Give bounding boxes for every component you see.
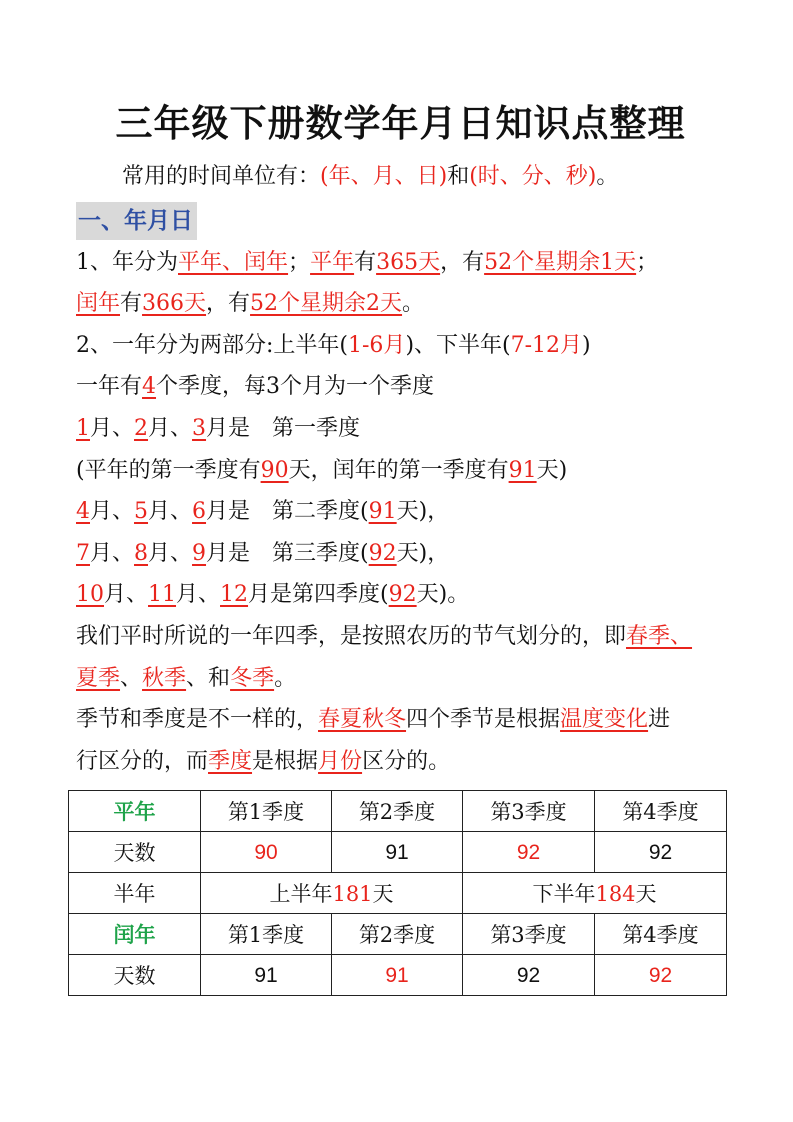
quarter-header: 第3季度 (463, 914, 595, 955)
leap-year-header: 闰年 (69, 914, 201, 955)
table-row (69, 873, 727, 914)
quarter-header: 第4季度 (595, 914, 727, 955)
quarter-2-line: 4月、5月、6月是 第二季度(91天)， (76, 499, 450, 525)
days-cell: 92 (463, 955, 595, 996)
quarter-header: 第1季度 (201, 791, 332, 832)
days-cell: 92 (595, 955, 727, 996)
quarter-4-line: 10月、11月、12月是第四季度(92天)。 (76, 582, 470, 608)
days-label: 天数 (69, 955, 201, 996)
table-row (69, 955, 727, 996)
difference-line-2: 行区分的，而季度是根据月份区分的。 (76, 748, 451, 774)
para-quarters: 一年有4个季度，每3个月为一个季度 (76, 374, 435, 400)
section-heading: 一、年月日 (76, 202, 197, 240)
quarter-header: 第4季度 (595, 791, 727, 832)
quarter-header: 第3季度 (463, 791, 595, 832)
days-cell: 91 (332, 955, 463, 996)
para-year-types: 1、年分为平年、闰年；平年有365天，有52个星期余1天； (76, 249, 659, 275)
days-cell: 90 (201, 832, 332, 873)
half-year-label: 半年 (69, 873, 201, 914)
quarter-header: 第1季度 (201, 914, 332, 955)
days-label: 天数 (69, 832, 201, 873)
para-leap-year: 闰年有366天，有52个星期余2天。 (76, 291, 425, 317)
seasons-line-1: 我们平时所说的一年四季，是按照农历的节气划分的，即春季、 (76, 623, 693, 649)
seasons-line-2: 夏季、秋季、和冬季。 (76, 665, 297, 691)
days-cell: 92 (463, 832, 595, 873)
quarter-1-note: (平年的第一季度有90天，闰年的第一季度有91天) (76, 457, 568, 483)
page-title: 三年级下册数学年月日知识点整理 (115, 102, 686, 145)
first-half-cell: 上半年181天 (201, 873, 463, 914)
second-half-cell: 下半年184天 (463, 873, 727, 914)
days-cell: 92 (595, 832, 727, 873)
days-cell: 91 (332, 832, 463, 873)
table-row (69, 832, 727, 873)
table-row (69, 791, 727, 832)
quarter-header: 第2季度 (332, 914, 463, 955)
quarter-header: 第2季度 (332, 791, 463, 832)
days-cell: 91 (201, 955, 332, 996)
para-half-year: 2、一年分为两部分:上半年(1-6月)、下半年(7-12月) (76, 332, 591, 358)
common-year-header: 平年 (69, 791, 201, 832)
quarter-days-table (68, 790, 727, 996)
quarter-1-line: 1月、2月、3月是 第一季度 (76, 415, 361, 441)
table-row (69, 914, 727, 955)
intro-line: 常用的时间单位有：(年、月、日)和(时、分、秒)。 (122, 164, 619, 189)
quarter-3-line: 7月、8月、9月是 第三季度(92天)， (76, 540, 450, 566)
difference-line-1: 季节和季度是不一样的，春夏秋冬四个季节是根据温度变化进 (76, 707, 671, 733)
